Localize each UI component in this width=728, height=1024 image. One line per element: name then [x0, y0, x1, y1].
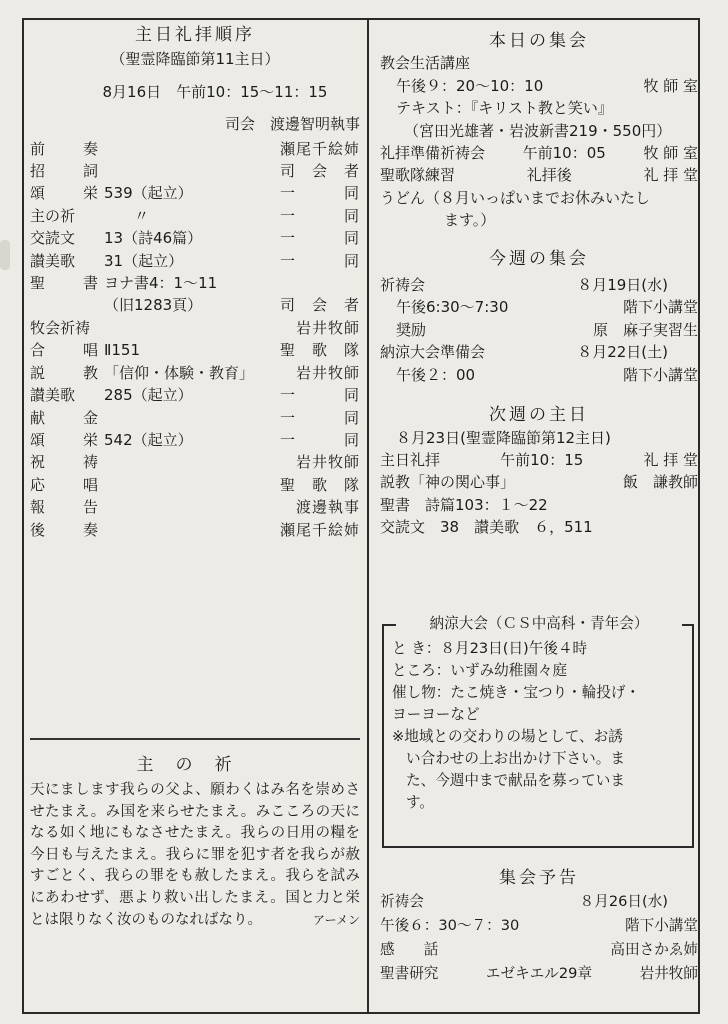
choir-time: 礼拝後: [526, 166, 572, 185]
lecture-text-ref: （宮田光雄著・岩波新書219・550円）: [404, 121, 672, 140]
festival-note-4: す。: [406, 794, 435, 811]
upcoming-testimony-person: 高田さかゑ姉: [610, 941, 698, 958]
worship-item-row: [30, 407, 360, 429]
festival-events-2: ヨーヨーなど: [392, 706, 480, 723]
exhort-person: 原 麻子実習生: [592, 320, 698, 339]
choir-name: 聖歌隊練習: [380, 166, 456, 185]
lecture-place: 牧 師 室: [643, 76, 698, 95]
worship-item-name-part: 頌: [30, 184, 46, 203]
worship-item-person: 渡邊執事: [295, 498, 360, 517]
upcoming-testimony: 感 話: [380, 941, 439, 958]
thisweek-prayer-time: 午後6:30〜7:30: [396, 298, 509, 317]
upcoming-prayer-row: [380, 890, 698, 914]
festival-box: [382, 615, 694, 848]
worship-item-detail: 「信仰・体験・教育」: [104, 363, 255, 382]
nextweek-sermon: 説教「神の関心事」: [380, 473, 516, 492]
worship-item-name-part: 応: [30, 475, 46, 494]
nextweek-title: 次週の主日: [489, 405, 589, 426]
worship-item-person: 一 同: [279, 184, 360, 203]
worship-item-name: [30, 384, 104, 406]
worship-item-name: [30, 205, 104, 227]
worship-item-person: 一 同: [279, 229, 360, 248]
lords-prayer: [30, 780, 360, 931]
festival-note-1: ※地域との交わりの場として、お誘: [392, 728, 623, 745]
prepmeet-date: ８月22日(土): [577, 343, 668, 362]
worship-item-row: [30, 519, 360, 541]
worship-item-person: 聖 歌 隊: [279, 475, 360, 494]
worship-item-detail: [104, 496, 252, 518]
worship-item-row: [30, 250, 360, 272]
worship-item-name-part: 牧会祈祷: [30, 318, 91, 337]
worship-item-name-part: 栄: [82, 430, 98, 449]
nextweek-preacher: 飯 謙教師: [622, 473, 698, 492]
worship-item-name: [30, 451, 104, 473]
nextweek-service-row: [380, 449, 698, 471]
worship-item-name: [30, 160, 104, 182]
worship-title: 主日礼拝順序: [135, 25, 255, 45]
prepmeet-time-row: [380, 364, 698, 386]
worship-item-name-part: 奏: [82, 520, 98, 539]
upcoming-testimony-row: [380, 938, 698, 962]
worship-item-row: [30, 474, 360, 496]
festival-events-1: 催し物：たこ焼き・宝つり・輪投げ・: [392, 684, 641, 701]
section-divider: [30, 738, 360, 740]
worship-item-detail: 285（起立）: [104, 386, 193, 405]
prepmeet-time: 午後２：00: [396, 365, 476, 384]
worship-item-person: 聖 歌 隊: [279, 341, 360, 360]
upcoming-study-text: エゼキエル29章: [485, 965, 593, 982]
worship-item-person: 岩井牧師: [295, 318, 360, 337]
worship-item-name-part: 讃美歌: [30, 251, 76, 270]
worship-presider: 司会 渡邊智明執事: [224, 115, 360, 134]
worship-item-name-part: 招: [30, 162, 46, 181]
nextweek-service-place: 礼 拝 堂: [643, 450, 698, 469]
worship-item-name-part: 讃美歌: [30, 386, 76, 405]
upcoming-prayer-place: 階下小講堂: [625, 917, 698, 934]
nextweek-service: 主日礼拝: [380, 450, 441, 469]
worship-item-name-part: 教: [82, 363, 98, 382]
worship-item-detail: [104, 451, 252, 473]
worship-item-person: 一 同: [279, 408, 360, 427]
lecture-row: [380, 75, 698, 97]
worship-item-row: [30, 294, 360, 316]
worship-item-person: 一 同: [279, 386, 360, 405]
prep-time: 午前10：05: [522, 144, 606, 163]
worship-item-name-part: 報: [30, 498, 46, 517]
worship-item-row: [30, 362, 360, 384]
nextweek-responsive: 交読文 38 讃美歌 ６，511: [380, 518, 593, 537]
worship-item-name: [30, 294, 104, 316]
worship-item-name-part: 奏: [82, 139, 98, 158]
prep-row: [380, 142, 698, 164]
worship-item-row: [30, 182, 360, 204]
worship-item-person: 司 会 者: [279, 162, 360, 181]
lecture-name: 教会生活講座: [380, 54, 471, 73]
festival-when: と き：８月23日(日)午後４時: [392, 640, 588, 657]
worship-item-name: [30, 429, 104, 451]
worship-item-row: [30, 317, 360, 339]
upcoming-prayer-time: 午後６：30〜７：30: [380, 917, 520, 934]
worship-item-name: [30, 227, 104, 249]
worship-item-name: [30, 339, 104, 361]
festival-note-3: た、今週中まで献品を募っていま: [406, 772, 625, 789]
worship-item-name-part: 主の祈: [30, 206, 76, 225]
worship-item-name-part: 詞: [82, 162, 98, 181]
nextweek-scripture: 聖書 詩篇103：１〜22: [380, 495, 548, 514]
festival-title: 納涼大会（ＣＳ中高科・青年会）: [396, 613, 682, 635]
worship-item-detail: [104, 160, 252, 182]
worship-datetime: 8月16日 午前10：15〜11：15: [102, 82, 328, 101]
worship-item-detail: 542（起立）: [104, 430, 193, 449]
worship-item-detail: 13（詩46篇）: [104, 229, 203, 248]
worship-item-name: [30, 519, 104, 541]
worship-items-list: [30, 138, 360, 541]
worship-item-person: 瀬尾千絵姉: [279, 520, 360, 539]
thisweek-prayer: 祈祷会: [380, 276, 426, 295]
worship-item-detail: （旧1283頁）: [104, 296, 203, 315]
upcoming-prayer-time-row: [380, 914, 698, 938]
worship-item-name-part: 前: [30, 139, 46, 158]
worship-item-name-part: 祝: [30, 453, 46, 472]
worship-item-person: 司 会 者: [279, 296, 360, 315]
worship-item-detail: [104, 474, 252, 496]
exhort-label: 奨励: [396, 320, 427, 339]
worship-item-name-part: 頌: [30, 430, 46, 449]
worship-item-name: [30, 250, 104, 272]
festival-note-2: い合わせの上お出かけ下さい。ま: [406, 750, 625, 767]
worship-item-detail: [104, 519, 252, 541]
worship-item-person: 瀬尾千絵姉: [279, 139, 360, 158]
worship-item-name: [30, 474, 104, 496]
udon-line-1: うどん（８月いっぱいまでお休みいたし: [380, 188, 651, 207]
worship-item-name-part: 説: [30, 363, 46, 382]
worship-item-detail: 〃: [104, 206, 150, 225]
nextweek-service-time: 午前10：15: [500, 450, 584, 469]
worship-item-row: [30, 205, 360, 227]
prepmeet-place: 階下小講堂: [622, 365, 698, 384]
worship-item-name: [30, 362, 104, 384]
worship-item-row: [30, 138, 360, 160]
prepmeet-name: 納涼大会準備会: [380, 343, 486, 362]
worship-item-name-part: 聖: [30, 274, 46, 293]
prayer-title: 主の祈: [136, 755, 254, 775]
worship-item-row: [30, 451, 360, 473]
thisweek-prayer-date: ８月19日(水): [577, 276, 668, 295]
upcoming-prayer-date: ８月26日(水): [579, 893, 668, 910]
worship-item-row: [30, 496, 360, 518]
today-title: 本日の集会: [489, 31, 589, 51]
worship-item-name-part: 唱: [82, 475, 98, 494]
lecture-time: 午後９：20〜10：10: [396, 76, 544, 95]
amen: アーメン: [312, 912, 360, 927]
worship-item-person: 一 同: [279, 206, 360, 225]
worship-item-detail: [104, 407, 252, 429]
thisweek-prayer-time-row: [380, 296, 698, 318]
worship-item-person: 一 同: [279, 430, 360, 449]
choir-row: [380, 164, 698, 186]
worship-item-detail: 31（起立）: [104, 251, 184, 270]
page-tab-mark: [0, 240, 10, 270]
udon-line-2: ます。）: [444, 211, 496, 230]
worship-item-person: 岩井牧師: [295, 363, 360, 382]
nextweek-sermon-row: [380, 471, 698, 493]
nextweek-date: ８月23日(聖霊降臨節第12主日): [396, 428, 611, 447]
worship-item-name-part: 唱: [82, 341, 98, 360]
worship-item-person: 一 同: [279, 251, 360, 270]
prep-place: 牧 師 室: [643, 144, 698, 163]
worship-order-section: [30, 24, 360, 541]
prepmeet-row: [380, 341, 698, 363]
prayer-text: 天にまします我らの父よ、願わくはみ名を崇めさせたまえ。み国を来らせたまえ。みこころの天になる如く地にもなさせたまえ。我らの日用の糧を今日も与えたまえ。我らに罪を犯す者を我らが赦すごとく、我らの罪をも赦したまえ。我らを試みにあわせず、悪より救い出したまえ。国と力と栄とは限りなく汝のものなればなり。: [30, 782, 360, 928]
upcoming-section: [380, 866, 698, 986]
worship-item-name-part: 告: [82, 498, 98, 517]
worship-item-name: [30, 182, 104, 204]
worship-item-name-part: 栄: [82, 184, 98, 203]
thisweek-prayer-row: [380, 274, 698, 296]
worship-subtitle: （聖霊降臨節第11主日）: [110, 50, 280, 69]
worship-item-name-part: 後: [30, 520, 46, 539]
column-divider: [367, 20, 369, 1014]
worship-item-person: [252, 272, 360, 294]
upcoming-study-person: 岩井牧師: [639, 965, 698, 982]
thisweek-title: 今週の集会: [489, 248, 589, 269]
worship-item-row: [30, 227, 360, 249]
thisweek-prayer-place: 階下小講堂: [622, 298, 698, 317]
worship-item-name-part: 祷: [82, 453, 98, 472]
worship-item-row: [30, 160, 360, 182]
worship-item-row: [30, 384, 360, 406]
worship-item-name-part: 合: [30, 341, 46, 360]
upcoming-prayer: 祈祷会: [380, 893, 424, 910]
worship-item-detail: ヨナ書4：1〜11: [104, 274, 218, 293]
worship-item-name-part: 献: [30, 408, 46, 427]
worship-item-name: [30, 317, 104, 339]
choir-place: 礼 拝 堂: [643, 166, 698, 185]
worship-item-name: [30, 138, 104, 160]
worship-item-detail: [104, 138, 252, 160]
worship-item-row: [30, 339, 360, 361]
lecture-text: テキスト：『キリスト教と笑い』: [396, 99, 613, 118]
worship-item-name-part: 金: [82, 408, 98, 427]
worship-item-name-part: 交読文: [30, 229, 76, 248]
festival-where: ところ：いずみ幼稚園々庭: [392, 662, 568, 679]
announcements-section: [380, 30, 698, 539]
worship-item-name: [30, 272, 104, 294]
prep-name: 礼拝準備祈祷会: [380, 144, 486, 163]
exhort-row: [380, 319, 698, 341]
worship-item-row: [30, 272, 360, 294]
worship-item-row: [30, 429, 360, 451]
upcoming-study-row: [380, 962, 698, 986]
worship-item-detail: [104, 317, 252, 339]
upcoming-study: 聖書研究: [380, 965, 439, 982]
worship-item-person: 岩井牧師: [295, 453, 360, 472]
upcoming-title: 集会予告: [499, 868, 579, 888]
worship-item-detail: 539（起立）: [104, 184, 193, 203]
worship-item-name: [30, 496, 104, 518]
worship-item-name-part: 書: [82, 274, 98, 293]
worship-item-name: [30, 407, 104, 429]
worship-item-detail: Ⅱ151: [104, 341, 141, 360]
